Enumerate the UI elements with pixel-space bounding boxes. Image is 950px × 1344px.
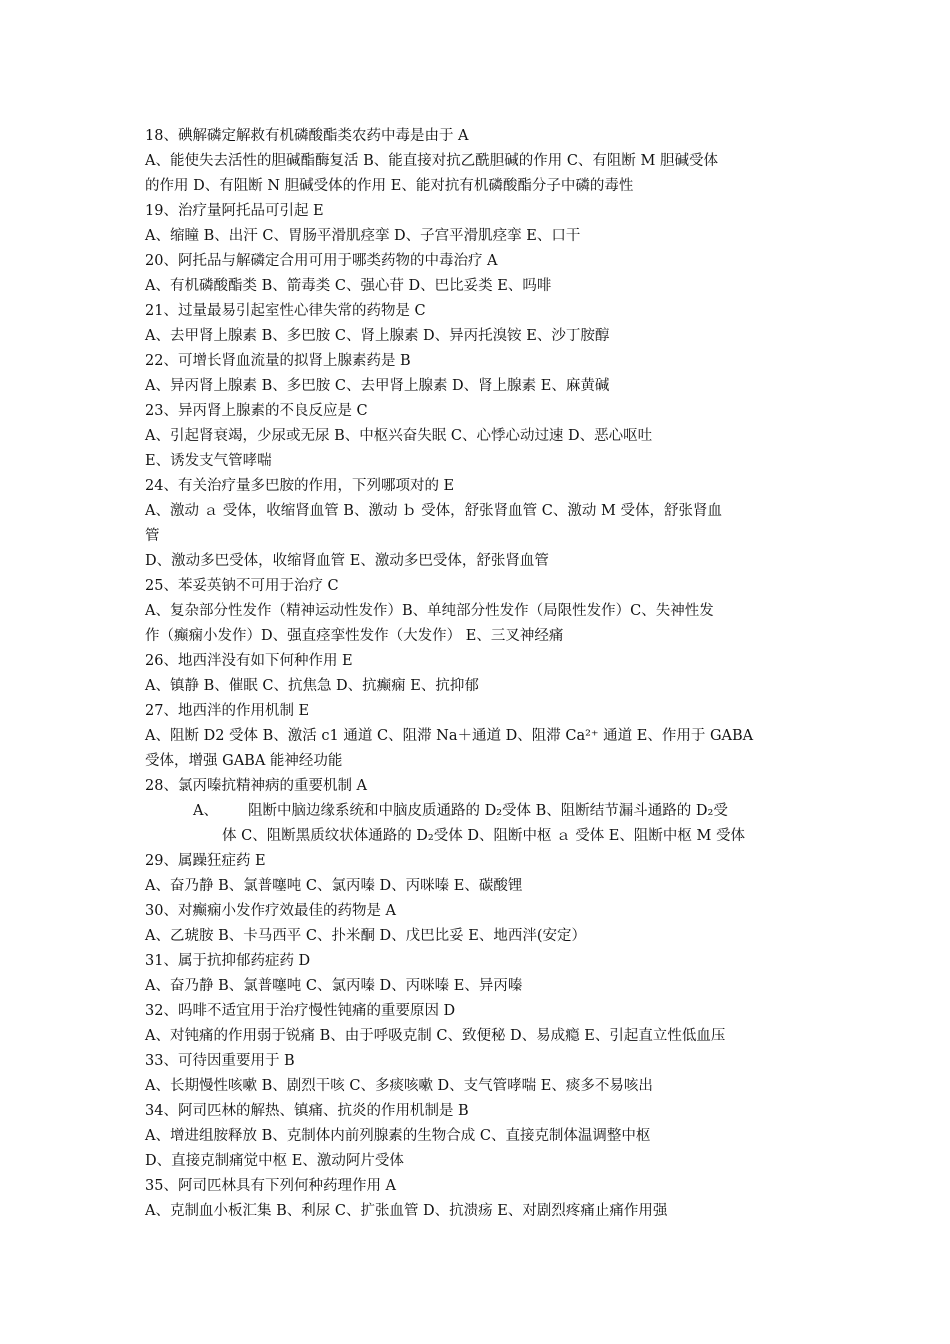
options-27-line-2: 受体，增强 GABA 能神经功能 [145, 753, 343, 769]
question-32: 32、吗啡不适宜用于治疗慢性钝痛的重要原因 D [145, 1003, 456, 1019]
options-28-line-1 [145, 799, 810, 824]
question-20: 20、阿托品与解磷定合用可用于哪类药物的中毒治疗 A [145, 253, 498, 269]
options-25-line-1: A、复杂部分性发作（精神运动性发作）B、单纯部分性发作（局限性发作）C、失神性发 [145, 603, 714, 619]
options-19: A、缩瞳 B、出汗 C、胃肠平滑肌痉挛 D、子宫平滑肌痉挛 E、口干 [145, 228, 581, 244]
options-31: A、奋乃静 B、氯普噻吨 C、氯丙嗪 D、丙咪嗪 E、异丙嗪 [145, 978, 523, 994]
question-18: 18、碘解磷定解救有机磷酸酯类农药中毒是由于 A [145, 128, 469, 144]
options-34-line-1: A、增进组胺释放 B、克制体内前列腺素的生物合成 C、直接克制体温调整中枢 [145, 1128, 651, 1144]
question-30: 30、对癫痫小发作疗效最佳的药物是 A [145, 903, 397, 919]
options-24-line-2: 管 [145, 528, 160, 544]
question-19: 19、治疗量阿托品可引起 E [145, 203, 324, 219]
options-23-line-1: A、引起肾衰竭，少尿或无尿 B、中枢兴奋失眠 C、心悸心动过速 D、恶心呕吐 [145, 428, 653, 444]
options-28-line-2: 体 C、阻断黑质纹状体通路的 D₂受体 D、阻断中枢 ａ 受体 E、阻断中枢 M 受体 [222, 828, 745, 844]
question-24: 24、有关治疗量多巴胺的作用，下列哪项对的 E [145, 478, 455, 494]
question-23: 23、异丙肾上腺素的不良反应是 C [145, 403, 368, 419]
question-26: 26、地西泮没有如下何种作用 E [145, 653, 353, 669]
question-35: 35、阿司匹林具有下列何种药理作用 A [145, 1178, 397, 1194]
options-21: A、去甲肾上腺素 B、多巴胺 C、肾上腺素 D、异丙托溴铵 E、沙丁胺醇 [145, 328, 610, 344]
options-20: A、有机磷酸酯类 B、箭毒类 C、强心苷 D、巴比妥类 E、吗啡 [145, 278, 552, 294]
question-28: 28、氯丙嗪抗精神病的重要机制 A [145, 778, 368, 794]
question-27: 27、地西泮的作用机制 E [145, 703, 310, 719]
question-31: 31、属于抗抑郁药症药 D [145, 953, 311, 969]
options-30: A、乙琥胺 B、卡马西平 C、扑米酮 D、戊巴比妥 E、地西泮(安定） [145, 928, 587, 944]
option-label-a: A、 [193, 803, 218, 819]
options-32: A、对钝痛的作用弱于锐痛 B、由于呼吸克制 C、致便秘 D、易成瘾 E、引起直立性低血压 [145, 1028, 726, 1044]
question-25: 25、苯妥英钠不可用于治疗 C [145, 578, 339, 594]
options-34-line-2: D、直接克制痛觉中枢 E、激动阿片受体 [145, 1153, 404, 1169]
question-33: 33、可待因重要用于 B [145, 1053, 295, 1069]
options-28-line-1-text: 阻断中脑边缘系统和中脑皮质通路的 D₂受体 B、阻断结节漏斗通路的 D₂受 [247, 803, 728, 819]
options-24-line-1: A、激动 ａ 受体，收缩肾血管 B、激动 ｂ 受体，舒张肾血管 C、激动 M 受体，舒张肾血 [145, 503, 722, 519]
question-29: 29、属躁狂症药 E [145, 853, 266, 869]
question-list [145, 124, 810, 1224]
options-27-line-1: A、阻断 D2 受体 B、激活 c1 通道 C、阻滞 Na＋通道 D、阻滞 Ca²⁺ 通道 E、作用于 GABA [145, 728, 754, 744]
question-22: 22、可增长肾血流量的拟肾上腺素药是 B [145, 353, 411, 369]
options-33: A、长期慢性咳嗽 B、剧烈干咳 C、多痰咳嗽 D、支气管哮喘 E、痰多不易咳出 [145, 1078, 653, 1094]
question-34: 34、阿司匹林的解热、镇痛、抗炎的作用机制是 B [145, 1103, 469, 1119]
options-35: A、克制血小板汇集 B、利尿 C、扩张血管 D、抗溃疡 E、对剧烈疼痛止痛作用强 [145, 1203, 668, 1219]
question-21: 21、过量最易引起室性心律失常的药物是 C [145, 303, 426, 319]
options-26: A、镇静 B、催眠 C、抗焦急 D、抗癫痫 E、抗抑郁 [145, 678, 479, 694]
options-18-line-1: A、能使失去活性的胆碱酯酶复活 B、能直接对抗乙酰胆碱的作用 C、有阻断 M 胆碱受体 [145, 153, 719, 169]
options-24-line-3: D、激动多巴受体，收缩肾血管 E、激动多巴受体，舒张肾血管 [145, 553, 549, 569]
options-29: A、奋乃静 B、氯普噻吨 C、氯丙嗪 D、丙咪嗪 E、碳酸锂 [145, 878, 523, 894]
options-23-line-2: E、诱发支气管哮喘 [145, 453, 272, 469]
options-18-line-2: 的作用 D、有阻断 N 胆碱受体的作用 E、能对抗有机磷酸酯分子中磷的毒性 [145, 178, 634, 194]
options-25-line-2: 作（癫痫小发作）D、强直痉挛性发作（大发作） E、三叉神经痛 [145, 628, 564, 644]
options-22: A、异丙肾上腺素 B、多巴胺 C、去甲肾上腺素 D、肾上腺素 E、麻黄碱 [145, 378, 610, 394]
